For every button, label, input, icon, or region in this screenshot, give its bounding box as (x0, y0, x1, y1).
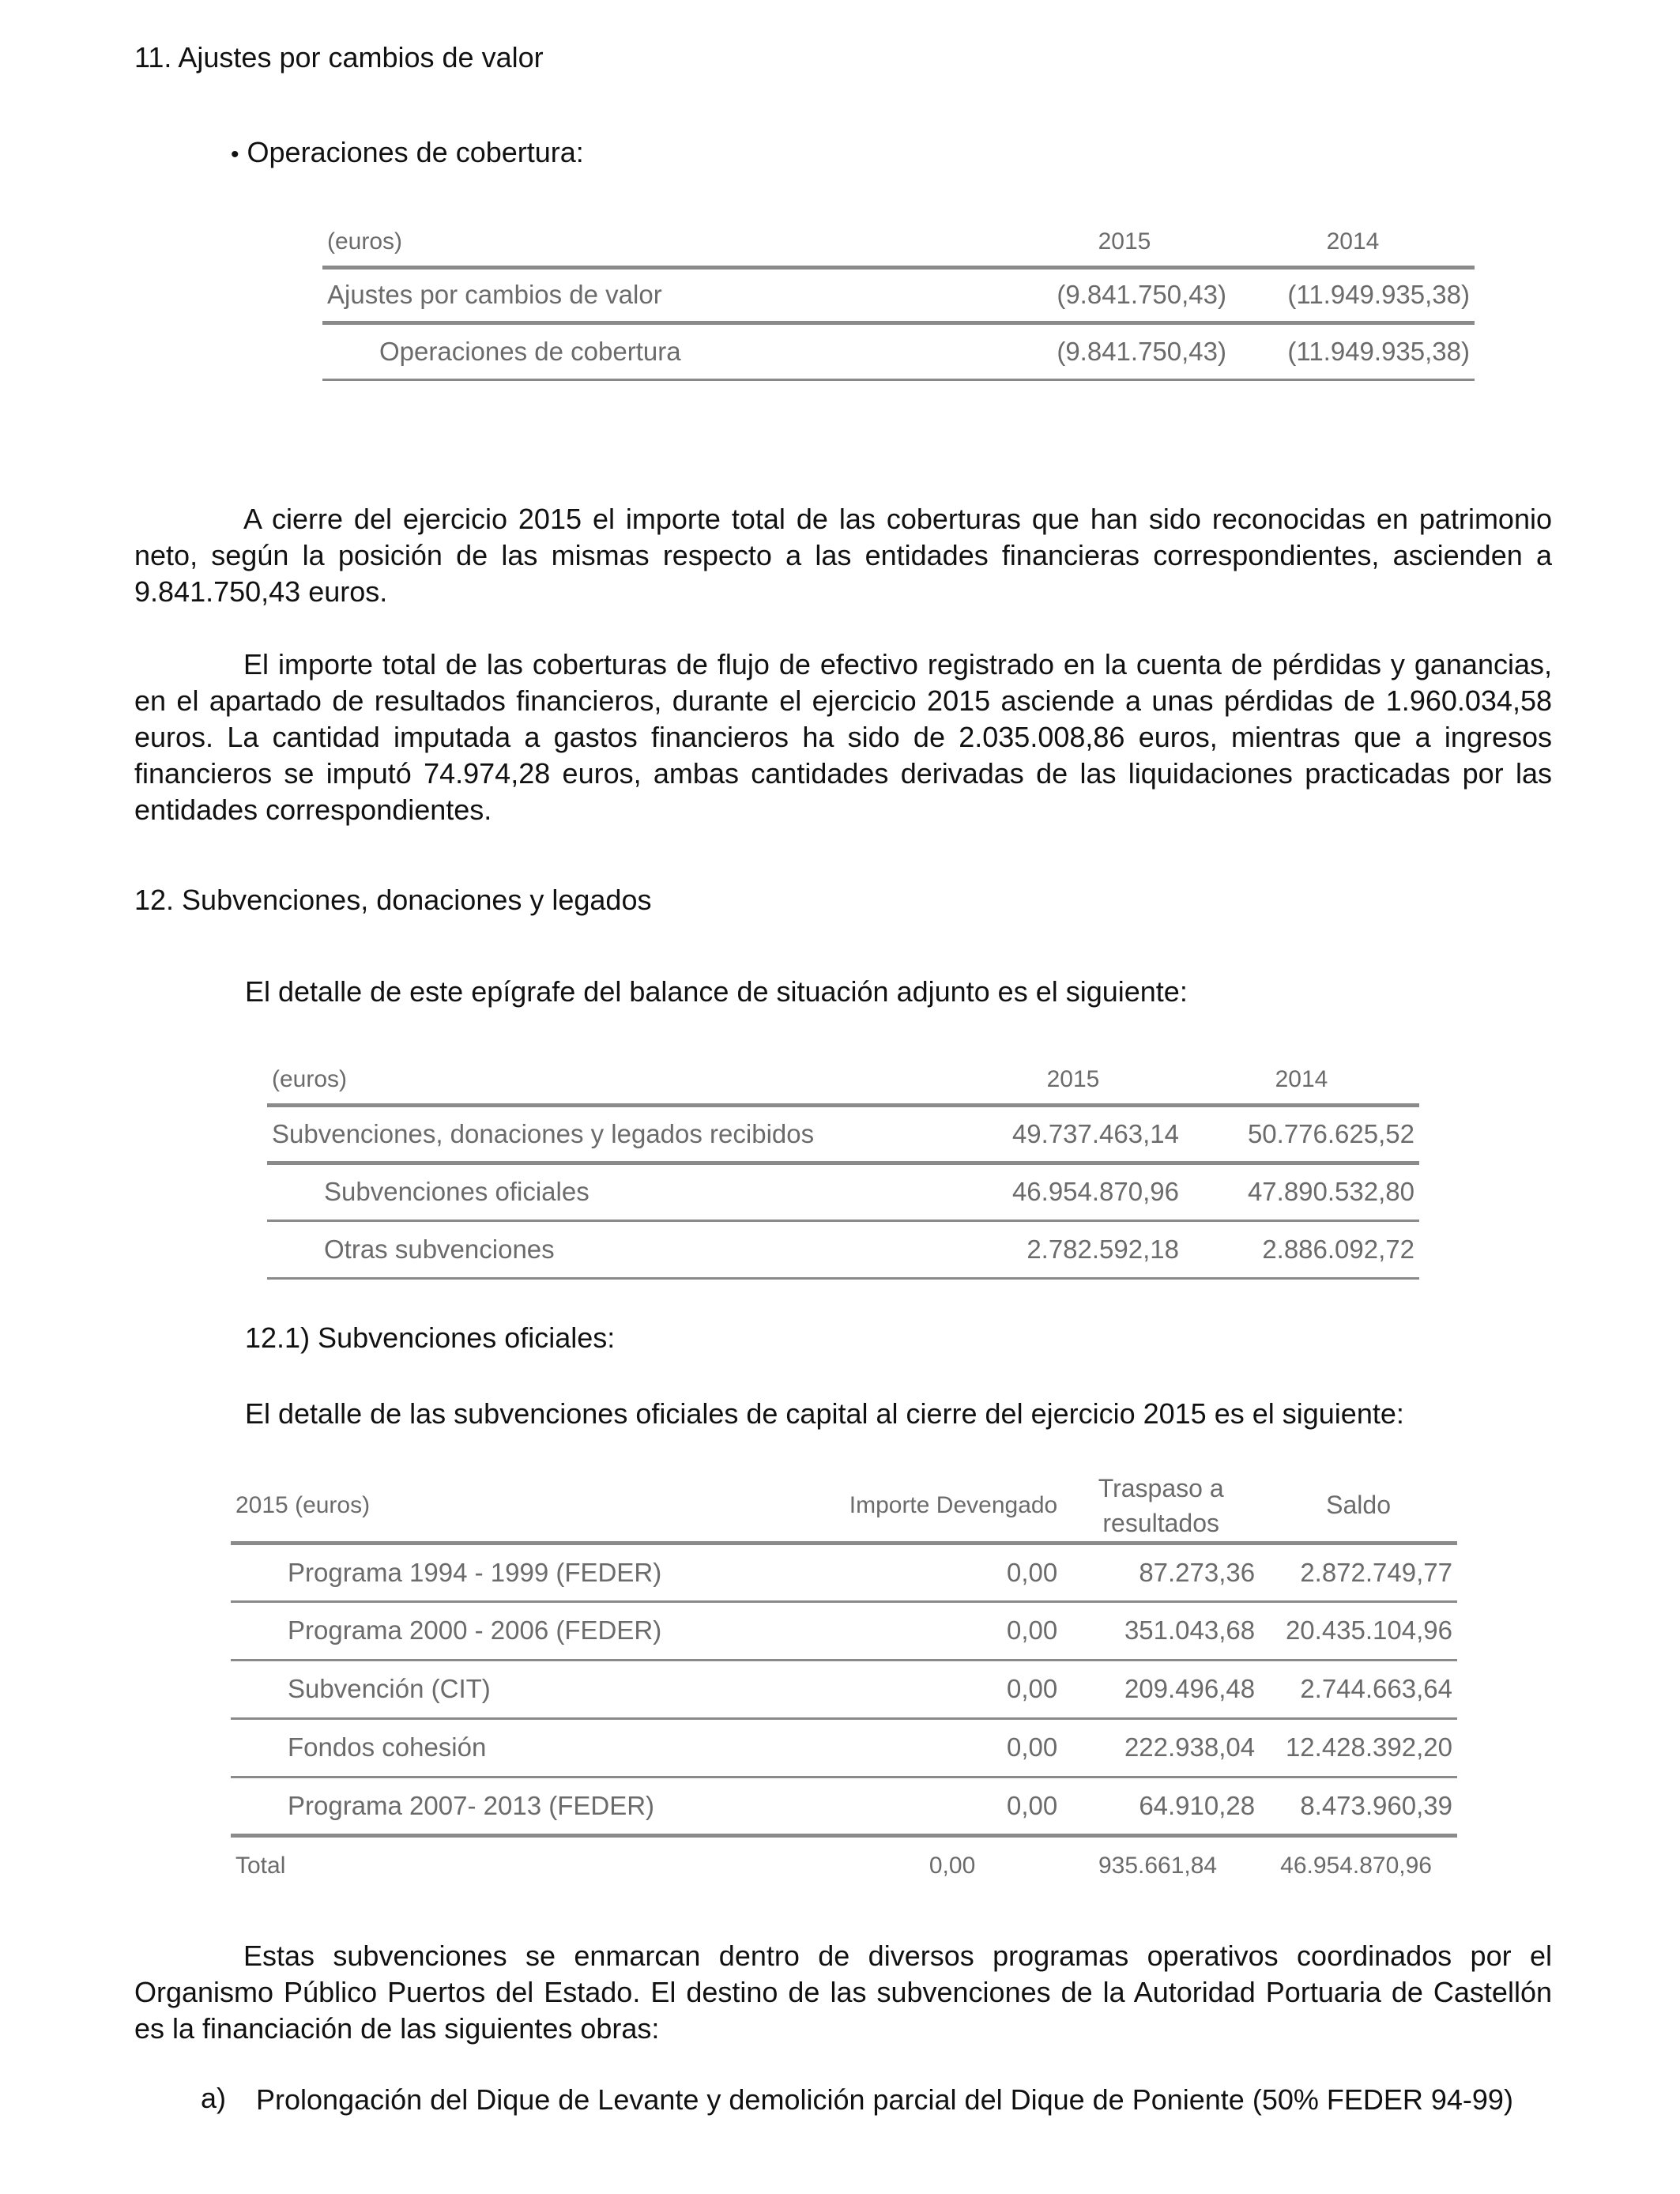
total-label: Total (231, 1835, 717, 1895)
bullet-icon: • (231, 141, 239, 168)
table-row (231, 1543, 1457, 1601)
subsection-12-1-heading: 12.1) Subvenciones oficiales: (245, 1321, 616, 1354)
official-grants-table (231, 1470, 1457, 1895)
paragraph-text: Estas subvenciones se enmarcan dentro de diversos programas operativos coordinados por el Organismo Público Puertos del Estado. El destino de las subvenciones de la Autoridad Portuaria de Castellón es la financiación de las siguientes obras: (134, 1940, 1552, 2045)
cell-accrued: 0,00 (717, 1543, 1062, 1601)
table-row (231, 1601, 1457, 1660)
header-cell: Importe Devengado (849, 1491, 1058, 1518)
row-label: Subvención (CIT) (231, 1660, 717, 1718)
cell-2014: 50.776.625,52 (1184, 1105, 1419, 1163)
list-item-text: Prolongación del Dique de Levante y demolición parcial del Dique de Poniente (50% FEDER 94-99) (256, 2083, 1513, 2116)
table-row (267, 1163, 1419, 1220)
row-label: Ajustes por cambios de valor (322, 267, 1018, 322)
cell-2015: 49.737.463,14 (962, 1105, 1184, 1163)
table-header-row (322, 218, 1475, 267)
row-label: Programa 2007- 2013 (FEDER) (231, 1777, 717, 1835)
header-cell: 2015 (euros) (235, 1491, 371, 1518)
header-cell: 2015 (1046, 1065, 1100, 1092)
cell-balance: 2.872.749,77 (1260, 1543, 1457, 1601)
table-header-row (231, 1470, 1457, 1543)
bullet-label: Operaciones de cobertura: (247, 136, 584, 168)
cell-2014: 47.890.532,80 (1184, 1163, 1419, 1220)
table-row (231, 1777, 1457, 1835)
section-11-heading: 11. Ajustes por cambios de valor (134, 41, 544, 74)
subsection-12-1-intro: El detalle de las subvenciones oficiales de capital al cierre del ejercicio 2015 es el siguiente: (245, 1397, 1404, 1430)
cell-2014: (11.949.935,38) (1231, 322, 1475, 379)
paragraph-coverage-total (134, 501, 1552, 610)
cell-2015: (9.841.750,43) (1018, 267, 1231, 322)
row-label: Programa 2000 - 2006 (FEDER) (231, 1601, 717, 1660)
row-label: Subvenciones, donaciones y legados recibidos (267, 1105, 962, 1163)
header-cell: (euros) (272, 1065, 348, 1092)
cell-2014: (11.949.935,38) (1231, 267, 1475, 322)
cell-accrued: 0,00 (717, 1718, 1062, 1777)
table-row (267, 1220, 1419, 1278)
table-row (322, 267, 1475, 322)
header-cell: 2014 (1326, 228, 1380, 254)
total-row (231, 1835, 1457, 1895)
section-12-heading: 12. Subvenciones, donaciones y legados (134, 884, 652, 916)
header-cell: (euros) (327, 228, 403, 254)
cell-2015: 2.782.592,18 (962, 1220, 1184, 1278)
row-label: Fondos cohesión (231, 1718, 717, 1777)
total-balance: 46.954.870,96 (1260, 1835, 1457, 1895)
hedging-table (322, 218, 1475, 381)
cell-balance: 12.428.392,20 (1260, 1718, 1457, 1777)
cell-transfer: 64.910,28 (1062, 1777, 1260, 1835)
paragraph-cash-flow (134, 647, 1552, 828)
total-transfer: 935.661,84 (1062, 1835, 1260, 1895)
cell-2014: 2.886.092,72 (1184, 1220, 1419, 1278)
cell-2015: (9.841.750,43) (1018, 322, 1231, 379)
grants-table (267, 1056, 1419, 1280)
paragraph-text: A cierre del ejercicio 2015 el importe total de las coberturas que han sido reconocidas en patrimonio neto, según la posición de las mismas respecto a las entidades financieras correspondientes, ascienden a 9.841.750,43 euros. (134, 503, 1552, 608)
paragraph-programs (134, 1938, 1552, 2047)
cell-transfer: 209.496,48 (1062, 1660, 1260, 1718)
table-row (267, 1105, 1419, 1163)
cell-accrued: 0,00 (717, 1601, 1062, 1660)
cell-2015: 46.954.870,96 (962, 1163, 1184, 1220)
bullet-item (231, 136, 584, 169)
header-cell: 2015 (1098, 228, 1151, 254)
cell-balance: 8.473.960,39 (1260, 1777, 1457, 1835)
cell-accrued: 0,00 (717, 1777, 1062, 1835)
cell-balance: 20.435.104,96 (1260, 1601, 1457, 1660)
header-cell: Traspaso a resultados (1098, 1473, 1224, 1537)
row-label: Operaciones de cobertura (322, 322, 1018, 379)
cell-transfer: 351.043,68 (1062, 1601, 1260, 1660)
table-row (231, 1718, 1457, 1777)
table-row (322, 322, 1475, 379)
row-label: Subvenciones oficiales (267, 1163, 962, 1220)
cell-balance: 2.744.663,64 (1260, 1660, 1457, 1718)
cell-transfer: 87.273,36 (1062, 1543, 1260, 1601)
row-label: Otras subvenciones (267, 1220, 962, 1278)
row-label: Programa 1994 - 1999 (FEDER) (231, 1543, 717, 1601)
cell-transfer: 222.938,04 (1062, 1718, 1260, 1777)
section-12-intro: El detalle de este epígrafe del balance de situación adjunto es el siguiente: (245, 975, 1188, 1008)
table-header-row (267, 1056, 1419, 1105)
table-row (231, 1660, 1457, 1718)
header-cell: Saldo (1326, 1491, 1391, 1520)
list-item-marker: a) (201, 2082, 227, 2114)
header-cell: 2014 (1275, 1065, 1328, 1092)
paragraph-text: El importe total de las coberturas de flujo de efectivo registrado en la cuenta de pérdidas y ganancias, en el apartado de resultados financieros, durante el ejercicio 2015 asciende a unas pérdidas de 1.960.034,58 euros. La cantidad imputada a gastos financieros ha sido de 2.035.008,86 euros, mientras que a ingresos financieros se imputó 74.974,28 euros, ambas cantidades derivadas de las liquidaciones practicadas por las entidades correspondientes. (134, 648, 1552, 826)
total-accrued: 0,00 (717, 1835, 1062, 1895)
cell-accrued: 0,00 (717, 1660, 1062, 1718)
